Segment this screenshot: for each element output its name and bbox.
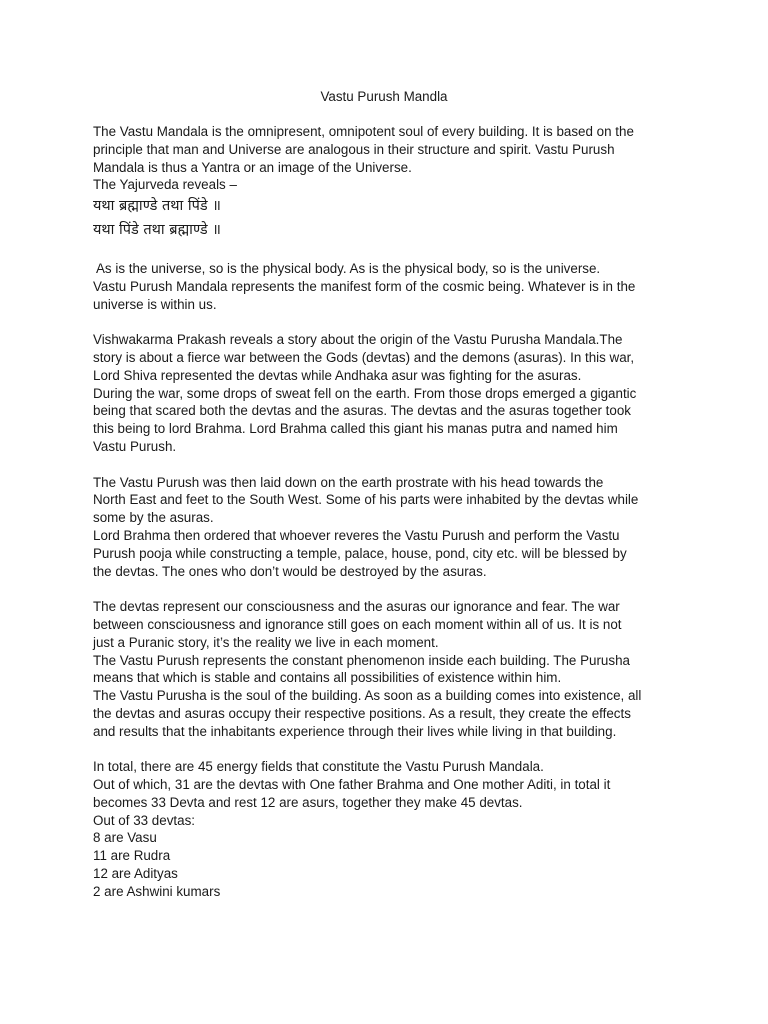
paragraph-line: Lord Shiva represented the devtas while Andhaka asur was fighting for the asuras.	[93, 367, 582, 383]
paragraph-line: The Vastu Purush was then laid down on the earth prostrate with his head towards the	[93, 474, 604, 490]
paragraph-line: between consciousness and ignorance still goes on each moment within all of us. It is not	[93, 616, 622, 632]
paragraph-line: Mandala is thus a Yantra or an image of the Universe.	[93, 159, 412, 175]
paragraph-line: The Vastu Purush represents the constant phenomenon inside each building. The Purusha	[93, 652, 630, 668]
paragraph-line: Vishwakarma Prakash reveals a story about the origin of the Vastu Purusha Mandala.The	[93, 332, 623, 348]
paragraph-line: The devtas represent our consciousness and the asuras our ignorance and fear. The war	[93, 599, 620, 615]
paragraph-line: Out of which, 31 are the devtas with One father Brahma and One mother Aditi, in total it	[93, 777, 611, 793]
paragraph-line: Out of 33 devtas:	[93, 812, 195, 828]
document-body	[93, 123, 683, 901]
paragraph-gap	[93, 456, 683, 474]
sanskrit-verse-line: यथा ब्रह्माण्डे तथा पिंडे ॥	[93, 198, 221, 215]
list-item: 2 are Ashwini kumars	[93, 883, 221, 899]
paragraph-gap	[93, 580, 683, 598]
paragraph-line: universe is within us.	[93, 296, 217, 312]
paragraph-gap	[93, 242, 683, 260]
paragraph-line: becomes 33 Devta and rest 12 are asurs, together they make 45 devtas.	[93, 794, 523, 810]
paragraph-line: just a Puranic story, it’s the reality we live in each moment.	[93, 634, 439, 650]
paragraph-gap	[93, 741, 683, 759]
list-item: 11 are Rudra	[93, 848, 171, 864]
paragraph-line: the devtas and asuras occupy their respective positions. As a result, they create the effects	[93, 705, 631, 721]
list-item: 8 are Vasu	[93, 830, 157, 846]
paragraph-line: The Yajurveda reveals –	[93, 177, 237, 193]
paragraph-line: Vastu Purush.	[93, 438, 177, 454]
paragraph-line: and results that the inhabitants experience through their lives while living in that building.	[93, 723, 617, 739]
paragraph-line: During the war, some drops of sweat fell on the earth. From those drops emerged a gigantic	[93, 385, 637, 401]
paragraph-line: being that scared both the devtas and the asuras. The devtas and the asuras together took	[93, 403, 631, 419]
paragraph-line: Lord Brahma then ordered that whoever reveres the Vastu Purush and perform the Vastu	[93, 527, 620, 543]
paragraph-line: Vastu Purush Mandala represents the manifest form of the cosmic being. Whatever is in the	[93, 278, 636, 294]
paragraph-line: some by the asuras.	[93, 510, 214, 526]
paragraph-line: principle that man and Universe are analogous in their structure and spirit. Vastu Purush	[93, 141, 615, 157]
list-item: 12 are Adityas	[93, 866, 178, 882]
paragraph-line: the devtas. The ones who don’t would be destroyed by the asuras.	[93, 563, 487, 579]
paragraph-line: this being to lord Brahma. Lord Brahma called this giant his manas putra and named him	[93, 421, 618, 437]
paragraph-line: The Vastu Mandala is the omnipresent, omnipotent soul of every building. It is based on the	[93, 124, 634, 139]
paragraph-line: means that which is stable and contains all possibilities of existence within him.	[93, 670, 562, 686]
paragraph-line: Purush pooja while constructing a temple, palace, house, pond, city etc. will be blessed by	[93, 545, 627, 561]
paragraph-line: As is the universe, so is the physical body. As is the physical body, so is the universe.	[96, 260, 601, 276]
paragraph-line: North East and feet to the South West. Some of his parts were inhabited by the devtas while	[93, 492, 639, 508]
paragraph-line: story is about a fierce war between the Gods (devtas) and the demons (asuras). In this war,	[93, 349, 635, 365]
paragraph-gap	[93, 313, 683, 331]
page-title: Vastu Purush Mandla	[320, 89, 448, 104]
sanskrit-verse-line: यथा पिंडे तथा ब्रह्माण्डे ॥	[93, 222, 221, 239]
paragraph-line: The Vastu Purusha is the soul of the building. As soon as a building comes into existence, all	[93, 688, 642, 704]
paragraph-line: In total, there are 45 energy fields that constitute the Vastu Purush Mandala.	[93, 759, 544, 775]
